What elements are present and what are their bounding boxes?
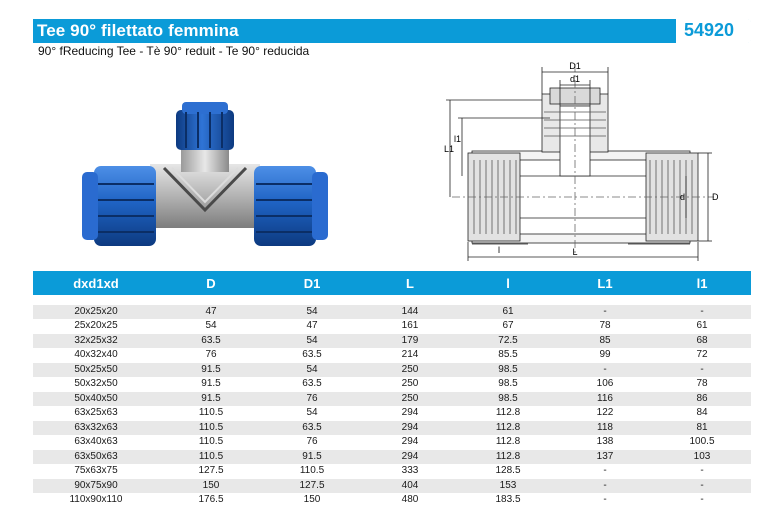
cell-L: 294 bbox=[361, 450, 459, 465]
cell-l: 72.5 bbox=[459, 334, 557, 349]
cell-size: 110x90x110 bbox=[33, 493, 159, 507]
table-row bbox=[33, 334, 751, 349]
cell-L: 161 bbox=[361, 319, 459, 334]
cell-L1: 78 bbox=[557, 319, 653, 334]
cell-l: 98.5 bbox=[459, 377, 557, 392]
cell-L1: 118 bbox=[557, 421, 653, 436]
cell-l: 128.5 bbox=[459, 464, 557, 479]
cell-size: 63x32x63 bbox=[33, 421, 159, 436]
cell-L: 404 bbox=[361, 479, 459, 494]
cell-L1: - bbox=[557, 464, 653, 479]
cell-D: 91.5 bbox=[159, 377, 263, 392]
table-row bbox=[33, 450, 751, 465]
table-header-row bbox=[33, 271, 751, 295]
cell-l: 98.5 bbox=[459, 363, 557, 378]
cell-size: 20x25x20 bbox=[33, 305, 159, 319]
cell-D1: 54 bbox=[263, 305, 361, 319]
page-subtitle: 90° fReducing Tee - Tè 90° reduit - Te 90° reducida bbox=[38, 44, 310, 58]
cell-l1: 81 bbox=[653, 421, 751, 436]
col-header-D1: D1 bbox=[263, 271, 361, 295]
cell-D: 110.5 bbox=[159, 421, 263, 436]
cell-size: 75x63x75 bbox=[33, 464, 159, 479]
cell-D: 176.5 bbox=[159, 493, 263, 507]
cell-l: 112.8 bbox=[459, 406, 557, 421]
cell-l: 98.5 bbox=[459, 392, 557, 407]
cell-D: 110.5 bbox=[159, 435, 263, 450]
cell-L: 250 bbox=[361, 363, 459, 378]
cell-D1: 63.5 bbox=[263, 421, 361, 436]
cell-size: 25x20x25 bbox=[33, 319, 159, 334]
cell-D1: 54 bbox=[263, 334, 361, 349]
cell-l1: - bbox=[653, 305, 751, 319]
cell-D: 63.5 bbox=[159, 334, 263, 349]
col-header-L: L bbox=[361, 271, 459, 295]
table-row bbox=[33, 377, 751, 392]
table-row bbox=[33, 479, 751, 494]
table-row bbox=[33, 319, 751, 334]
cell-D: 110.5 bbox=[159, 450, 263, 465]
cell-l1: 84 bbox=[653, 406, 751, 421]
cell-D1: 54 bbox=[263, 363, 361, 378]
cell-L: 294 bbox=[361, 435, 459, 450]
cell-size: 40x32x40 bbox=[33, 348, 159, 363]
right-cap bbox=[254, 166, 316, 246]
cell-L: 333 bbox=[361, 464, 459, 479]
tee-fitting-image bbox=[80, 98, 330, 250]
cell-D1: 76 bbox=[263, 392, 361, 407]
cell-L: 294 bbox=[361, 421, 459, 436]
cell-l1: - bbox=[653, 479, 751, 494]
cell-l1: 72 bbox=[653, 348, 751, 363]
cell-l: 61 bbox=[459, 305, 557, 319]
dim-L1-label: L1 bbox=[444, 144, 455, 154]
cell-D1: 63.5 bbox=[263, 377, 361, 392]
cell-L1: - bbox=[557, 305, 653, 319]
cell-l: 183.5 bbox=[459, 493, 557, 507]
cell-size: 90x75x90 bbox=[33, 479, 159, 494]
dim-l-label: l bbox=[498, 245, 500, 255]
col-header-dxd1xd: dxd1xd bbox=[33, 271, 159, 295]
cell-l: 85.5 bbox=[459, 348, 557, 363]
cell-l1: - bbox=[653, 363, 751, 378]
cell-D1: 54 bbox=[263, 406, 361, 421]
cell-L: 144 bbox=[361, 305, 459, 319]
table-row bbox=[33, 392, 751, 407]
cell-L: 214 bbox=[361, 348, 459, 363]
cell-l: 153 bbox=[459, 479, 557, 494]
table-row bbox=[33, 363, 751, 378]
cell-D: 127.5 bbox=[159, 464, 263, 479]
col-header-D: D bbox=[159, 271, 263, 295]
cell-L: 294 bbox=[361, 406, 459, 421]
cell-D1: 150 bbox=[263, 493, 361, 507]
cell-L: 179 bbox=[361, 334, 459, 349]
cell-L1: 138 bbox=[557, 435, 653, 450]
cell-D: 91.5 bbox=[159, 363, 263, 378]
tee-body bbox=[150, 164, 260, 228]
dim-L-label: L bbox=[572, 247, 578, 257]
cell-D1: 127.5 bbox=[263, 479, 361, 494]
cell-L1: 106 bbox=[557, 377, 653, 392]
page-title: Tee 90° filettato femmina bbox=[37, 21, 239, 40]
cell-D1: 110.5 bbox=[263, 464, 361, 479]
cell-l1: 103 bbox=[653, 450, 751, 465]
table-row bbox=[33, 305, 751, 319]
table-row bbox=[33, 406, 751, 421]
left-cap bbox=[94, 166, 156, 246]
cell-size: 32x25x32 bbox=[33, 334, 159, 349]
dimensions-table bbox=[33, 271, 751, 507]
dim-d-label: d bbox=[680, 192, 686, 202]
cell-l1: 68 bbox=[653, 334, 751, 349]
cell-L1: - bbox=[557, 493, 653, 507]
cell-l1: 100.5 bbox=[653, 435, 751, 450]
cell-L1: - bbox=[557, 363, 653, 378]
cell-l1: 78 bbox=[653, 377, 751, 392]
cell-D: 91.5 bbox=[159, 392, 263, 407]
cell-D1: 47 bbox=[263, 319, 361, 334]
cell-D1: 63.5 bbox=[263, 348, 361, 363]
cell-size: 63x50x63 bbox=[33, 450, 159, 465]
cell-L: 250 bbox=[361, 392, 459, 407]
dim-D-label: D bbox=[712, 192, 719, 202]
cell-size: 50x32x50 bbox=[33, 377, 159, 392]
top-cap bbox=[176, 110, 234, 150]
cell-size: 63x40x63 bbox=[33, 435, 159, 450]
cell-L1: 122 bbox=[557, 406, 653, 421]
cell-D1: 76 bbox=[263, 435, 361, 450]
cell-L1: 85 bbox=[557, 334, 653, 349]
cell-l: 67 bbox=[459, 319, 557, 334]
cell-L: 250 bbox=[361, 377, 459, 392]
cell-D: 54 bbox=[159, 319, 263, 334]
cell-D: 47 bbox=[159, 305, 263, 319]
col-header-L1: L1 bbox=[557, 271, 653, 295]
col-header-l1: l1 bbox=[653, 271, 751, 295]
cell-l: 112.8 bbox=[459, 435, 557, 450]
cell-size: 50x25x50 bbox=[33, 363, 159, 378]
cell-D: 76 bbox=[159, 348, 263, 363]
cell-L1: - bbox=[557, 479, 653, 494]
table-row bbox=[33, 421, 751, 436]
col-header-l: l bbox=[459, 271, 557, 295]
dim-d1-label: d1 bbox=[569, 74, 581, 84]
product-code: 54920 bbox=[684, 20, 735, 40]
dim-D1-label: D1 bbox=[569, 61, 581, 71]
dim-l1-label: l1 bbox=[454, 134, 462, 144]
cell-l1: 61 bbox=[653, 319, 751, 334]
table-row bbox=[33, 493, 751, 507]
cell-L: 480 bbox=[361, 493, 459, 507]
cell-l1: 86 bbox=[653, 392, 751, 407]
cell-size: 50x40x50 bbox=[33, 392, 159, 407]
cell-l1: - bbox=[653, 493, 751, 507]
cell-L1: 137 bbox=[557, 450, 653, 465]
cell-size: 63x25x63 bbox=[33, 406, 159, 421]
table-row bbox=[33, 348, 751, 363]
cell-D: 150 bbox=[159, 479, 263, 494]
cell-l: 112.8 bbox=[459, 450, 557, 465]
technical-drawing bbox=[432, 58, 732, 263]
table-row bbox=[33, 464, 751, 479]
cell-l1: - bbox=[653, 464, 751, 479]
cell-D1: 91.5 bbox=[263, 450, 361, 465]
table-row bbox=[33, 435, 751, 450]
cell-L1: 116 bbox=[557, 392, 653, 407]
cell-L1: 99 bbox=[557, 348, 653, 363]
cell-D: 110.5 bbox=[159, 406, 263, 421]
cell-l: 112.8 bbox=[459, 421, 557, 436]
